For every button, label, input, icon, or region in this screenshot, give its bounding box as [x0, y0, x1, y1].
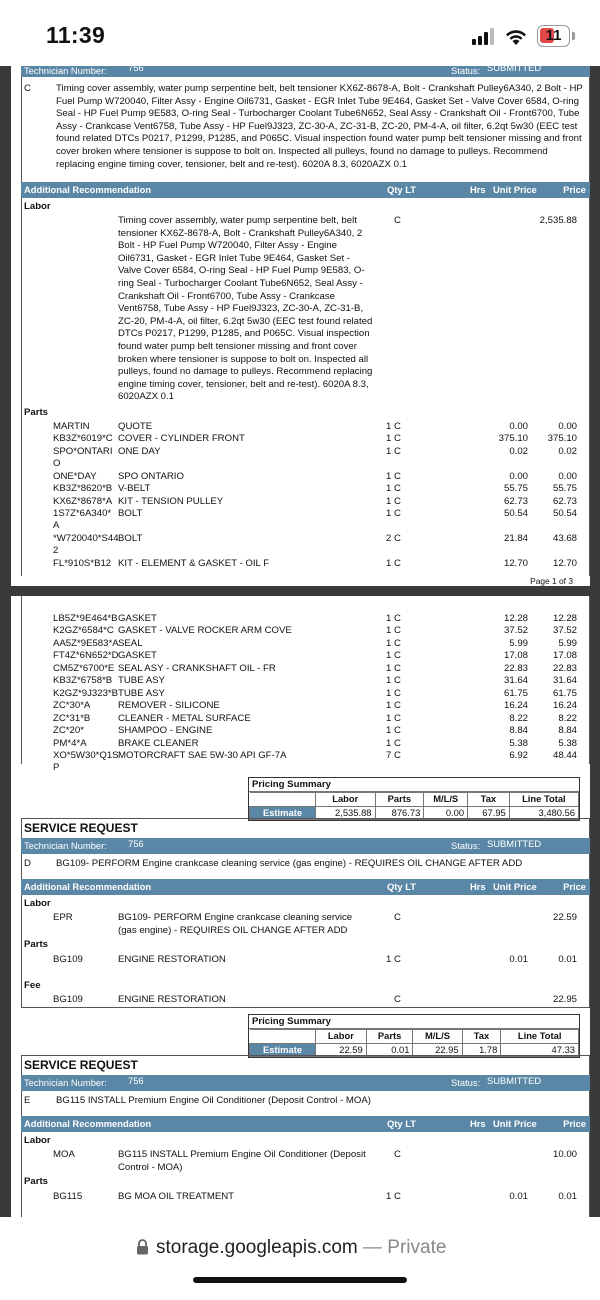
part-pn: ZC*30*A: [53, 700, 91, 711]
part-desc: TUBE ASY: [118, 688, 165, 699]
part-desc: CLEANER - METAL SURFACE: [118, 713, 251, 724]
part-unit: 37.52: [503, 625, 528, 636]
part-pn: *W720040*S44: [53, 533, 119, 544]
part-unit: 0.00: [509, 471, 528, 482]
part-qty: 7 C: [386, 750, 401, 761]
part-desc: SHAMPOO - ENGINE: [118, 725, 213, 736]
part-desc: TUBE ASY: [118, 675, 165, 686]
part-unit: 31.64: [503, 675, 528, 686]
lock-icon: [136, 1239, 149, 1255]
part-desc: KIT - ELEMENT & GASKET - OIL F: [118, 558, 270, 569]
part-unit: 22.83: [503, 663, 528, 674]
part-pn: KB3Z*6758*B: [53, 675, 113, 686]
part-desc: ONE DAY: [118, 446, 161, 457]
labor-code: EPR: [53, 912, 73, 923]
part-pn-wrap: 2: [53, 545, 59, 556]
part-pn: ZC*31*B: [53, 713, 91, 724]
part-price: 0.00: [558, 471, 577, 482]
part-price: 375.10: [547, 433, 577, 444]
part-unit: 6.92: [509, 750, 528, 761]
part-pn-wrap: P: [53, 762, 60, 773]
part-pn: KB3Z*8620*B: [53, 483, 113, 494]
part-pn: LB5Z*9E464*B: [53, 613, 118, 624]
part-price: 5.99: [558, 638, 577, 649]
recommendation-header: Additional Recommendation Qty LT Hrs Unit Price Price: [21, 1116, 590, 1132]
address-bar[interactable]: [156, 1237, 446, 1259]
part-qty: 1 C: [386, 725, 401, 736]
part-unit: 50.54: [503, 508, 528, 519]
part-qty: 1 C: [386, 471, 401, 482]
labor-lt: C: [394, 215, 401, 226]
pricing-summary: Pricing Summary Labor Parts M/L/S Tax Line Total Estimate 22.59 0.01 22.95 1.78 47.33: [248, 1014, 580, 1058]
technician-bar: Technician Number: 756 Status: SUBMITTED: [21, 838, 590, 854]
recommendation-header: Additional Recommendation Qty LT Hrs Unit Price Price: [21, 182, 590, 198]
cellular-signal-icon: [472, 28, 494, 45]
part-desc: BRAKE CLEANER: [118, 738, 199, 749]
part-pn-wrap: O: [53, 458, 61, 469]
part-price: 55.75: [552, 483, 577, 494]
parts-label: Parts: [24, 407, 48, 418]
part-unit: 17.08: [503, 650, 528, 661]
part-price: 12.28: [552, 613, 577, 624]
concern-letter: E: [24, 1095, 31, 1106]
part-pn: CM5Z*6700*E: [53, 663, 115, 674]
part-price: 50.54: [552, 508, 577, 519]
part-price: 16.24: [552, 700, 577, 711]
part-price: 48.44: [552, 750, 577, 761]
part-qty: 1 C: [386, 675, 401, 686]
part-pn: K2GZ*9J323*B: [53, 688, 119, 699]
part-price: 62.73: [552, 496, 577, 507]
pdf-page-2: LB5Z*9E464*B GASKET 1 C 12.28 12.28 K2GZ*6584*C GASKET - VALVE ROCKER ARM COVE 1 C 37.52 37.52 AA5Z*9E583*A SEAL 1 C 5.99 5.99 FT4Z*6N652*D GASKET 1 C 17.08 17.08 CM5Z*6700*E SEAL ASY - CRANKSHAFT OIL - FR 1 C 22.83 22.83 KB3Z*6758*B TUBE ASY 1 C 31.64 31.64 K2GZ*9J323*B TUBE ASY 1 C 61.75 61.75 ZC*30*A REMOVER - SILICONE 1 C 16.24 16.24 ZC*31*B CLEANER - METAL SURFACE 1 C 8.22 8.22 ZC*20* SHAMPOO - ENGINE 1 C 8.84 8.84 PM*4*A BRAKE CLEANER 1 C 5.38 5.38 XO*5W30*Q1S MOTORCRAFT SAE 5W-30 API GF-7A 7 C 6.92 48.44 P Pricing Summary Labor Parts M/L/S Tax Line Total Estimate 2,535.88 876.73 0.00 67.95 3,480.56 SERVICE REQUEST Technician Number: 756 Status: SUBMITTED D BG109- PERFORM Engine crankcase cleaning service (gas engine) - REQUIRES OIL CHANGE AFTER ADD Additional Recommendation Qty LT Hrs Unit Price Price Labor EPR BG109- PERFORM Engine crankcase cleaning service (gas engine) - REQUIRES OIL CHANGE AFTER ADD C 22.59 Parts BG109 ENGINE RESTORATION 1 C 0.01 0.01 Fee BG109 ENGINE RESTORATION C 22.95 Pricing Summary Labor Parts M/L/S Tax Line Total Estimate 22.59 0.01 22.95 1.78 47.33 SERVICE REQUEST Technician Number: 756 Status: SUBMITTED E BG115 INSTALL Premium Engine Oil Conditioner (Deposit Control - MOA) Additional Recommendation Qty LT Hrs Unit Price Price Labor MOA BG115 INSTALL Premium Engine Oil Conditioner (Deposit Control - MOA) C 10.00 Parts BG115 BG MOA OIL TREATMENT 1 C 0.01 0.01: [11, 596, 590, 1217]
part-unit: 0.00: [509, 421, 528, 432]
part-pn: FL*910S*B12: [53, 558, 112, 569]
part-qty: 1 C: [386, 700, 401, 711]
part-qty: 1 C: [386, 663, 401, 674]
part-desc: REMOVER - SILICONE: [118, 700, 220, 711]
part-qty: 1 C: [386, 508, 401, 519]
part-price: 5.38: [558, 738, 577, 749]
fee-label: Fee: [24, 980, 41, 991]
part-unit: 375.10: [498, 433, 528, 444]
labor-description: BG115 INSTALL Premium Engine Oil Conditioner (Deposit Control - MOA): [118, 1149, 366, 1173]
labor-lt: C: [394, 912, 401, 923]
part-desc: QUOTE: [118, 421, 153, 432]
part-pn: K2GZ*6584*C: [53, 625, 114, 636]
part-qty: 1 C: [386, 650, 401, 661]
part-desc: SEAL: [118, 638, 143, 649]
part-pn: MARTIN: [53, 421, 90, 432]
part-price: 37.52: [552, 625, 577, 636]
service-request-title: SERVICE REQUEST: [24, 821, 138, 835]
service-request-title: SERVICE REQUEST: [24, 1058, 138, 1072]
part-unit: 16.24: [503, 700, 528, 711]
part-pn: FT4Z*6N652*D: [53, 650, 119, 661]
part-pn: XO*5W30*Q1S: [53, 750, 119, 761]
part-desc: GASKET: [118, 613, 157, 624]
part-pn: 1S7Z*6A340*: [53, 508, 112, 519]
part-desc: SEAL ASY - CRANKSHAFT OIL - FR: [118, 663, 276, 674]
home-indicator[interactable]: [193, 1277, 407, 1283]
technician-bar: Technician Number: 756 Status: SUBMITTED: [21, 1075, 590, 1091]
part-qty: 1 C: [386, 483, 401, 494]
part-qty: 1 C: [386, 738, 401, 749]
pdf-viewer[interactable]: [0, 66, 600, 1217]
part-qty: 1 C: [386, 713, 401, 724]
labor-price: 10.00: [552, 1149, 577, 1160]
labor-description: BG109- PERFORM Engine crankcase cleaning service (gas engine) - REQUIRES OIL CHANGE AFTER ADD: [118, 912, 353, 936]
part-price: 0.02: [558, 446, 577, 457]
part-desc: MOTORCRAFT SAE 5W-30 API GF-7A: [118, 750, 287, 761]
parts-label: Parts: [24, 1176, 48, 1187]
battery-icon: [537, 25, 570, 47]
part-unit: 61.75: [503, 688, 528, 699]
clock: 11:39: [46, 22, 106, 48]
part-price: 22.83: [552, 663, 577, 674]
part-desc: V-BELT: [118, 483, 151, 494]
labor-description: Timing cover assembly, water pump serpentine belt, belt tensioner KX6Z-8678-A, Bolt - Crankshaft Pulley6A340, 2 Bolt - HP Fuel Pump W720040, Filter Assy - Engine Oil6731, Gasket - EGR Inlet Tube 9E464, Gasket Set - Valve Cover 6584, O-ring Seal - HP Fuel Pump 9E583, O-ring Seal - Turbocharger Coolant Tube6N652, Seal Assy - Crankshaft Oil - Front6700, Tube Assy - Crankcase Vent6758, Tube Assy - HP Fuel9J323, ZC-30-A, ZC-31-B, ZC-20, PM-4-A, oil filter, 6.2qt 5w30 (EEC test found related DTCs P0217, P1299, P1285, and P065C. Visual inspection found water pump belt tensioner missing and front cover broken where tensioner is suppose to bolt on. Inspected all pulleys, found no damage to pulleys. Recommend replacing engine timing cover, tensioner, belt and re-test). 6020A 8.3, 6020AZX 0.1: [118, 215, 373, 403]
part-unit: 8.84: [509, 725, 528, 736]
labor-lt: C: [394, 1149, 401, 1160]
technician-bar: Technician Number: 756 Status: SUBMITTED: [21, 66, 590, 77]
part-desc: GASKET - VALVE ROCKER ARM COVE: [118, 625, 292, 636]
recommendation-header: Additional Recommendation Qty LT Hrs Unit Price Price: [21, 879, 590, 895]
part-price: 43.68: [552, 533, 577, 544]
part-desc: KIT - TENSION PULLEY: [118, 496, 224, 507]
private-label: — Private: [363, 1237, 447, 1258]
part-pn: KX6Z*8678*A: [53, 496, 113, 507]
part-qty: 2 C: [386, 533, 401, 544]
concern-letter: C: [24, 83, 31, 94]
part-unit: 62.73: [503, 496, 528, 507]
part-pn: SPO*ONTARI: [53, 446, 113, 457]
battery-level: 11: [545, 27, 562, 44]
part-unit: 0.02: [509, 446, 528, 457]
part-price: 0.00: [558, 421, 577, 432]
part-price: 12.70: [552, 558, 577, 569]
part-desc: BOLT: [118, 508, 143, 519]
part-qty: 1 C: [386, 496, 401, 507]
part-qty: 1 C: [386, 421, 401, 432]
part-price: 31.64: [552, 675, 577, 686]
part-qty: 1 C: [386, 688, 401, 699]
part-qty: 1 C: [386, 558, 401, 569]
page-number: Page 1 of 3: [530, 576, 573, 586]
part-desc: COVER - CYLINDER FRONT: [118, 433, 245, 444]
part-unit: 21.84: [503, 533, 528, 544]
wifi-icon: [504, 26, 528, 46]
part-desc: GASKET: [118, 650, 157, 661]
part-pn: ONE*DAY: [53, 471, 97, 482]
part-unit: 55.75: [503, 483, 528, 494]
part-pn: KB3Z*6019*C: [53, 433, 113, 444]
part-unit: 12.70: [503, 558, 528, 569]
part-qty: 1 C: [386, 625, 401, 636]
pricing-summary: Pricing Summary Labor Parts M/L/S Tax Line Total Estimate 2,535.88 876.73 0.00 67.95 3,480.56: [248, 777, 580, 821]
part-pn: PM*4*A: [53, 738, 87, 749]
part-pn: ZC*20*: [53, 725, 84, 736]
parts-label: Parts: [24, 939, 48, 950]
part-unit: 8.22: [509, 713, 528, 724]
part-qty: 1 C: [386, 433, 401, 444]
concern-text: BG115 INSTALL Premium Engine Oil Conditioner (Deposit Control - MOA): [56, 1095, 371, 1106]
part-price: 8.84: [558, 725, 577, 736]
labor-price: 22.59: [552, 912, 577, 923]
part-price: 8.22: [558, 713, 577, 724]
labor-label: Labor: [24, 201, 51, 212]
labor-label: Labor: [24, 898, 51, 909]
concern-letter: D: [24, 858, 31, 869]
browser-toolbar: [0, 1217, 600, 1300]
part-qty: 1 C: [386, 613, 401, 624]
labor-price: 2,535.88: [539, 215, 577, 226]
concern-text: Timing cover assembly, water pump serpentine belt, belt tensioner KX6Z-8678-A, Bolt - Crankshaft Pulley6A340, 2 Bolt - HP Fuel Pump W720040, Filter Assy - Engine Oil6731, Gasket - EGR Inlet Tube 9E464, Gasket Set - Valve Cover 6584, O-ring Seal - HP Fuel Pump 9E583, O-ring Seal - Turbocharger Coolant Tube6N652, Seal Assy - Crankshaft Oil - Front6700, Tube Assy - Crankcase Vent6758, Tube Assy - HP Fuel9J323, ZC-30-A, ZC-31-B, ZC-20, PM-4-A, oil filter, 6.2qt 5w30 (EEC test found related DTCs P0217, P1299, P1285, and P065C. Visual inspection found water pump belt tensioner missing and front cover broken where tensioner is suppose to bolt on. Inspected all pulleys, found no damage to pulleys. Recommend replacing engine timing cover, tensioner, belt and re-test). 6020A 8.3, 6020AZX 0.1: [56, 83, 583, 170]
url-text: storage.googleapis.com: [156, 1237, 358, 1258]
part-desc: BOLT: [118, 533, 143, 544]
part-unit: 12.28: [503, 613, 528, 624]
part-pn-wrap: A: [53, 520, 60, 531]
part-pn: AA5Z*9E583*A: [53, 638, 119, 649]
part-qty: 1 C: [386, 638, 401, 649]
status-bar: [0, 0, 600, 66]
part-price: 17.08: [552, 650, 577, 661]
labor-label: Labor: [24, 1135, 51, 1146]
pdf-page-1: [11, 66, 590, 586]
part-price: 61.75: [552, 688, 577, 699]
part-qty: 1 C: [386, 446, 401, 457]
part-unit: 5.99: [509, 638, 528, 649]
labor-code: MOA: [53, 1149, 75, 1160]
concern-text: BG109- PERFORM Engine crankcase cleaning service (gas engine) - REQUIRES OIL CHANGE AFTER ADD: [56, 858, 523, 869]
part-unit: 5.38: [509, 738, 528, 749]
part-desc: SPO ONTARIO: [118, 471, 184, 482]
